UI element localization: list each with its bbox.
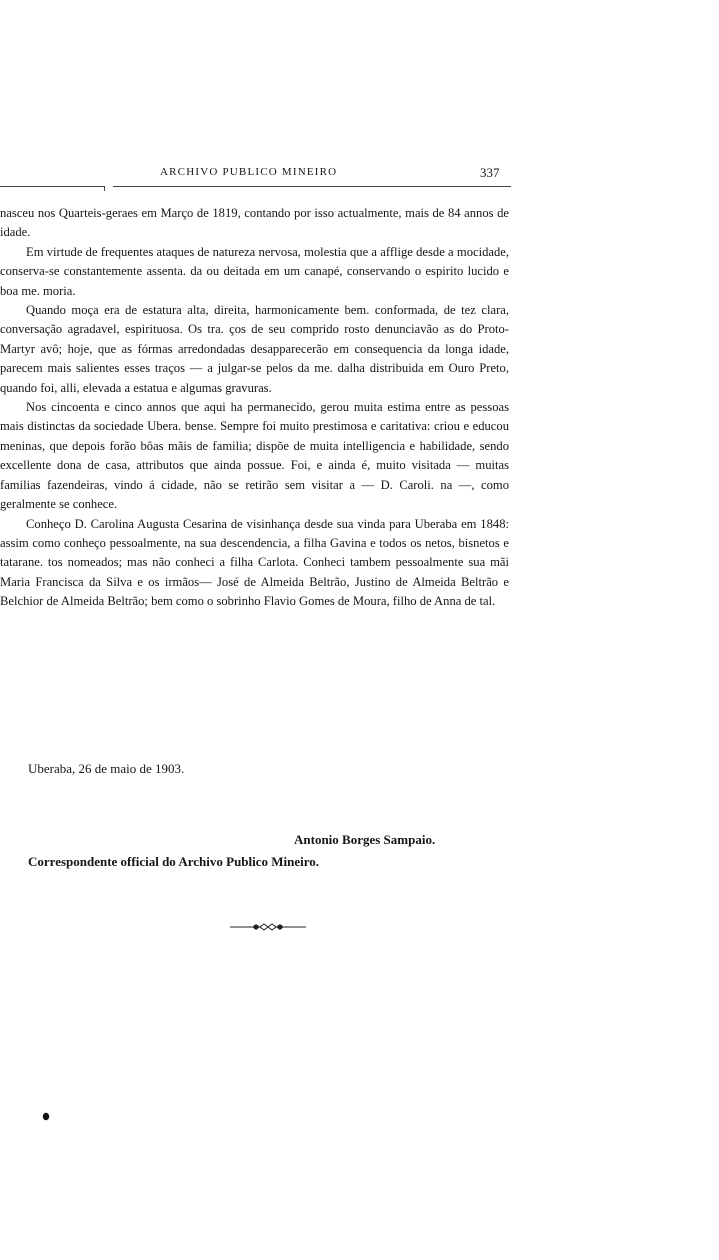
header-rule (0, 185, 511, 189)
header-rule-left-tick (104, 186, 105, 191)
paragraph-2: Em virtude de frequentes ataques de natureza nervosa, molestia que a afflige desde a mocidade, conserva-se constantemente assenta. da ou deitada em um canapé, conservando o espirito lucido e boa me. moria. (0, 244, 509, 298)
paragraph-1: nasceu nos Quarteis-geraes em Março de 1819, contando por isso actualmente, mais de 84 annos de idade. (0, 206, 509, 240)
header-rule-right-segment (113, 186, 511, 187)
running-title: ARCHIVO PUBLICO MINEIRO (160, 166, 338, 178)
paragraph-4: Nos cincoenta e cinco annos que aqui ha permanecido, gerou muita estima entre as pessoas mais distinctas da sociedade Ubera. bense. Sempre foi muito prestimosa e caritativa: criou e educou meninas, que depois forão bôas mãis de familia; dispõe de muita intelligencia e habilidade, sendo excellente dona de casa, attributos que ainda possue. Foi, e ainda é, muito visitada — muitas familias fazendeiras, vindo á cidade, não se retirão sem visitar a — D. Caroli. na —, como geralmente se conhece. (0, 400, 509, 512)
ink-spot-icon (42, 1112, 50, 1121)
signature-name: Antonio Borges Sampaio. (294, 832, 436, 847)
header-rule-left-segment (0, 186, 104, 187)
paragraph-5: Conheço D. Carolina Augusta Cesarina de visinhança desde sua vinda para Uberaba em 1848: assim como conheço pessoalmente, na sua descendencia, a filha Gavina e todos os netos, bisnetos e tatarane. tos nomeados; mas não conheci a filha Carlota. Conheci tambem pessoalmente sua mãi Maria Francisca da Silva e os irmãos— José de Almeida Beltrão, Justino de Almeida Beltrão e Belchior de Almeida Beltrão; bem como o sobrinho Flavio Gomes de Moura, filho de Anna de tal. (0, 516, 509, 609)
paragraph-3: Quando moça era de estatura alta, direita, harmonicamente bem. conformada, de tez clara, conversação agradavel, espirituosa. Os tra. ços de seu comprido rosto denunciavão as do Proto-Martyr avô; hoje, que as fórmas arredondadas desapparecerão em consequencia da longa idade, parecem mais salientes esses traços — a julgar-se pelos da me. dalha distribuida em Ouro Preto, quando foi, alli, elevada a estatua e algumas gravuras. (0, 303, 509, 395)
ornament-divider-icon (230, 921, 306, 933)
dateline: Uberaba, 26 de maio de 1903. (28, 761, 185, 776)
signature-title: Correspondente official do Archivo Publico Mineiro. (28, 854, 320, 869)
running-head (0, 166, 511, 184)
body-text (0, 204, 509, 612)
page-number: 337 (480, 165, 500, 180)
